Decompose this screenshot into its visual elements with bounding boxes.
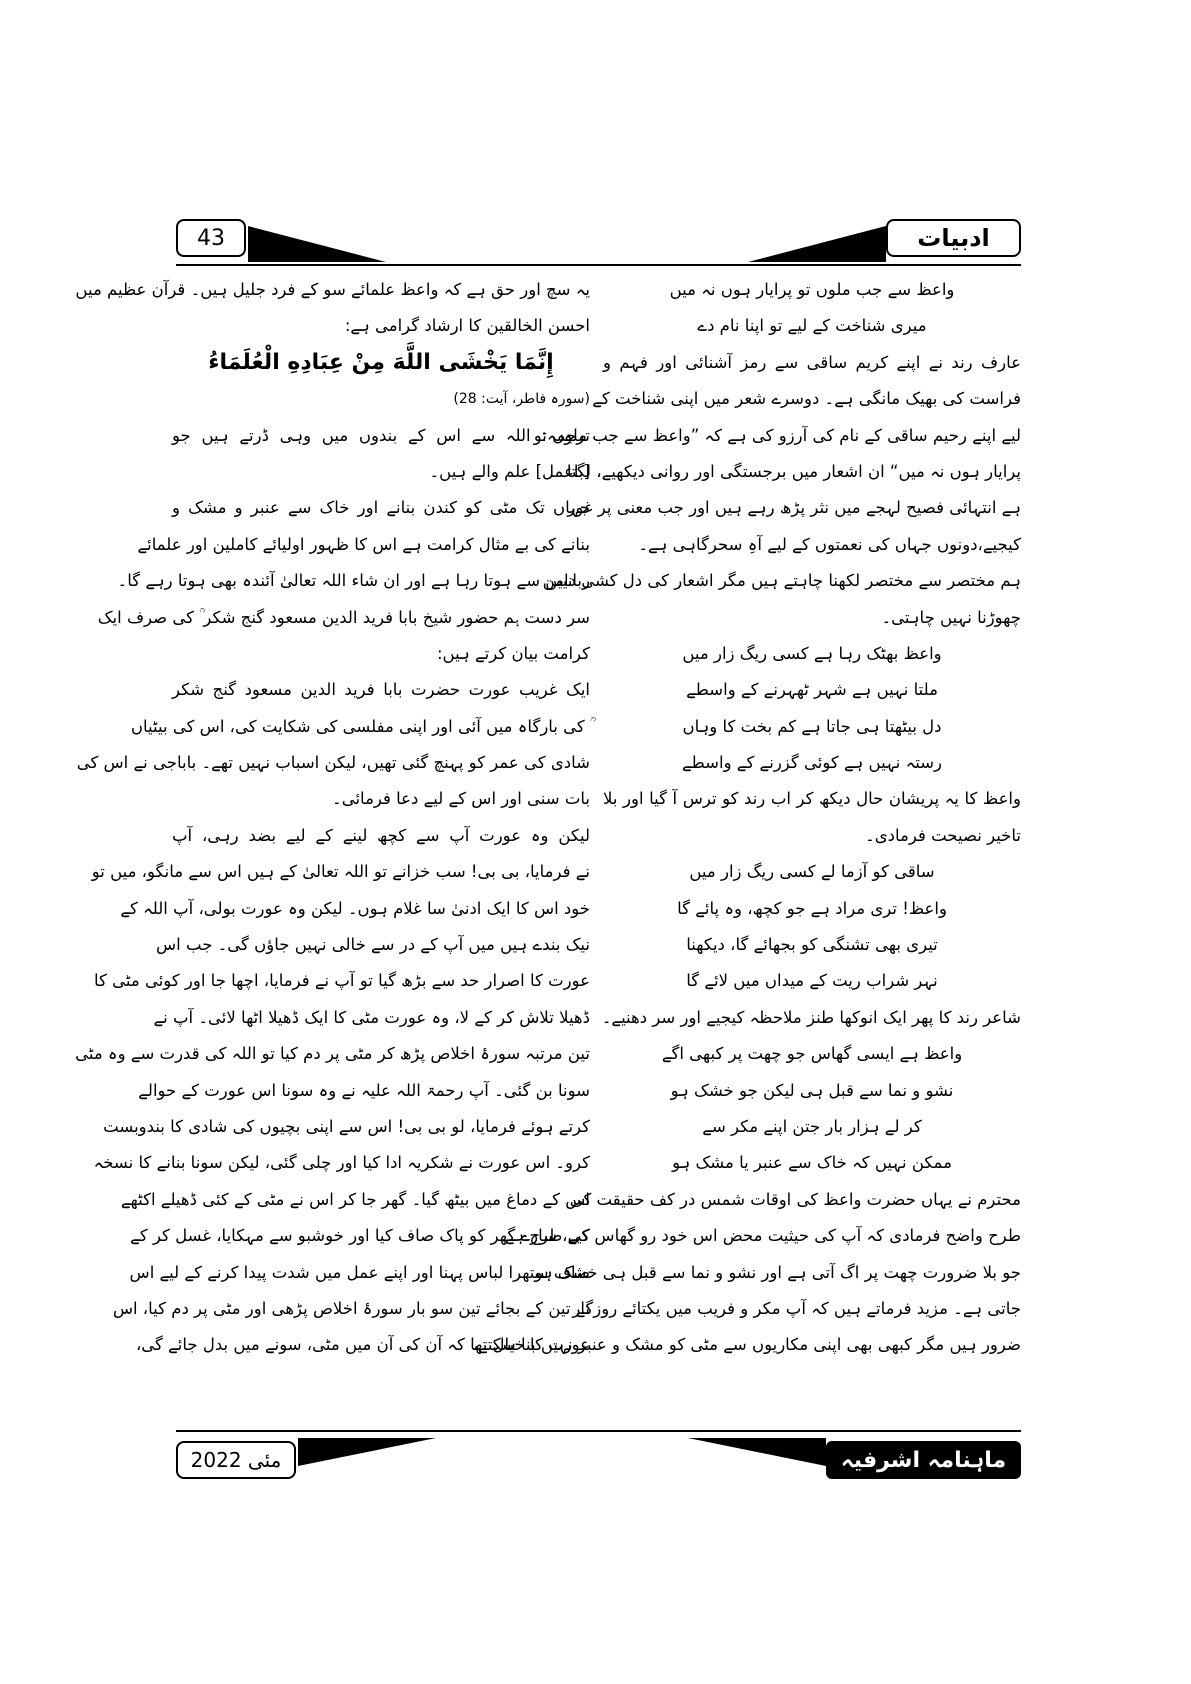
- right-column-line: محترم نے یہاں حضرت واعظ کی اوقات شمس در کف حقیقت کی: [569, 1189, 1021, 1209]
- left-column-line: کرتے ہوئے فرمایا، لو بی بی! اس سے اپنی بچیوں کی شادی کا بندوبست: [103, 1116, 590, 1136]
- left-column-line: کیے، سارے گھر کو پاک صاف کیا اور خوشبو سے مہکایا، غسل کر کے: [130, 1226, 590, 1246]
- left-column-line: شادی کی عمر کو پہنچ گئی تھیں، لیکن اسباب نہیں تھے۔ باباجی نے اس کی: [76, 753, 590, 773]
- right-column-line: ساقی کو آزما لے کسی ریگ زار میں: [689, 862, 935, 882]
- right-column-line: واعظ ہے ایسی گھاس جو چھت پر کبھی اگے: [661, 1044, 963, 1064]
- left-column-line: [باعمل] علم والے ہیں۔: [429, 461, 590, 481]
- left-column-line: خود اس کا ایک ادنیٰ سا غلام ہوں۔ لیکن وہ عورت بولی، آپ اللہ کے: [120, 898, 590, 918]
- right-column-line: چھوڑنا نہیں چاہتی۔: [881, 607, 1021, 627]
- right-column-line: عارف رند نے اپنے کریم ساقی سے رمز آشنائی اور فہم و: [603, 352, 1021, 372]
- right-column-line: کیجیے،دونوں جہاں کی نعمتوں کے لیے آہِ سحرگاہی ہے۔: [638, 534, 1021, 554]
- right-column-line: تاخیر نصیحت فرمادی۔: [865, 825, 1021, 845]
- right-column-line: رستہ نہیں ہے کوئی گزرنے کے واسطے: [681, 753, 943, 773]
- right-column-line: ضرور ہیں مگر کبھی بھی اپنی مکاریوں سے مٹی کو مشک و عنبر نہیں بنا سکتے،: [472, 1335, 1021, 1355]
- section-title-badge: [886, 219, 1021, 257]
- left-column-line: (سورہ فاطر، آیت: 28): [453, 391, 590, 408]
- header-right-arrow: [746, 222, 886, 266]
- right-column-line: ممکن نہیں کہ خاک سے عنبر یا مشک ہو: [672, 1153, 952, 1173]
- right-column-line: جو بلا ضرورت چھت پر اگ آتی ہے اور نشو و نما سے قبل ہی خشک ہو: [534, 1262, 1021, 1282]
- left-column-line: سر دست ہم حضور شیخ بابا فرید الدین مسعود گنج شکر ؒ کی صرف ایک: [97, 607, 590, 627]
- right-column-line: کر لے ہزار بار جتن اپنے مکر سے: [702, 1116, 922, 1136]
- issue-date-badge: [176, 1441, 296, 1479]
- issue-date: مئی 2022: [190, 1448, 282, 1472]
- footer-rule: [176, 1430, 1021, 1432]
- right-column-line: طرح واضح فرمادی کہ آپ کی حیثیت محض اس خود رو گھاس کی طرح ہے: [504, 1226, 1021, 1246]
- right-column-line: واعظ کا یہ پریشان حال دیکھ کر اب رند کو ترس آ گیا اور بلا: [603, 789, 1021, 809]
- right-column-line: لیے اپنے رحیم ساقی کے نام کی آرزو کی ہے کہ ”واعظ سے جب ملوں تو: [533, 425, 1021, 445]
- left-column-line: بنانے کی بے مثال کرامت ہے اس کا ظہور اولیائے کاملین اور علمائے: [137, 534, 590, 554]
- left-column-line: ایک غریب عورت حضرت بابا فرید الدین مسعود گنج شکر: [172, 680, 590, 700]
- left-text-column: [75, 272, 590, 1364]
- right-column-line: تیری بھی تشنگی کو بجھائے گا، دیکھنا: [686, 935, 938, 955]
- right-column-line: جاتی ہے۔ مزید فرماتے ہیں کہ آپ مکر و فریب میں یکتائے روزگار: [572, 1298, 1021, 1318]
- left-column-line: ڈھیلا تلاش کر کے لا، وہ عورت مٹی کا ایک ڈھیلا اٹھا لائی۔ آپ نے: [153, 1007, 590, 1027]
- right-column-line: ملتا نہیں ہے شہر ٹھہرنے کے واسطے: [686, 680, 938, 700]
- left-column-line: اس کے دماغ میں بیٹھ گیا۔ گھر جا کر اس نے مٹی کے کئی ڈھیلے اکٹھے: [120, 1189, 590, 1209]
- right-column-line: واعظ! تری مراد ہے جو کچھ، وہ پائے گا: [677, 898, 947, 918]
- footer-left-arrow: [298, 1436, 438, 1470]
- right-column-line: نشو و نما سے قبل ہی لیکن جو خشک ہو: [670, 1080, 954, 1100]
- left-column-line: نے فرمایا، بی بی! سب خزانے تو اللہ تعالیٰ کے ہیں اس سے مانگو، میں تو: [91, 862, 590, 882]
- left-column-line: ترجمہ: اللہ سے اس کے بندوں میں وہی ڈرتے ہیں جو: [172, 425, 590, 445]
- section-title: ادبیات: [917, 224, 990, 252]
- right-column-line: ہے انتہائی فصیح لہجے میں نثر پڑھ رہے ہیں اور جب معنی پر غور: [567, 498, 1021, 518]
- left-column-line: إِنَّمَا يَخْشَى اللَّهَ مِنْ عِبَادِهِ الْعُلَمَاءُ: [208, 349, 554, 375]
- left-column-line: سونا بن گئی۔ آپ رحمۃ اللہ علیہ نے وہ سونا اس عورت کے حوالے: [138, 1080, 590, 1100]
- left-column-line: جہاں تک مٹی کو کندن بنانے اور خاک سے عنبر و مشک و: [172, 498, 590, 518]
- page-number: 43: [197, 225, 225, 251]
- right-column-line: واعظ بھٹک رہا ہے کسی ریگ زار میں: [682, 643, 942, 663]
- left-column-line: ربانیین سے ہوتا رہا ہے اور ان شاء اللہ تعالیٰ آئندہ بھی ہوتا رہے گا۔: [117, 571, 590, 591]
- left-column-line: عورت کا اصرار حد سے بڑھ گیا تو آپ نے فرمایا، اچھا جا اور کوئی مٹی کا: [94, 971, 590, 991]
- magazine-name: ماہنامہ اشرفیہ: [840, 1447, 1007, 1473]
- left-column-line: لیکن وہ عورت آپ سے کچھ لینے کے لیے بضد رہی، آپ: [172, 825, 590, 845]
- left-column-line: نیک بندے ہیں میں آپ کے در سے خالی نہیں جاؤں گی۔ جب اس: [156, 935, 590, 955]
- left-column-line: ؒ کی بارگاہ میں آئی اور اپنی مفلسی کی شکایت کی، اس کی بیٹیاں: [130, 716, 590, 736]
- left-column-line: بات سنی اور اس کے لیے دعا فرمائی۔: [332, 789, 590, 809]
- left-column-line: احسن الخالقین کا ارشاد گرامی ہے:: [344, 316, 590, 336]
- right-column-line: پرایار ہوں نہ میں“ ان اشعار میں برجستگی اور روانی دیکھیے، لگتا: [566, 461, 1021, 481]
- right-column-line: نہر شراب ریت کے میداں میں لائے گا: [686, 971, 938, 991]
- right-column-line: دل بیٹھتا ہی جاتا ہے کم بخت کا وہاں: [682, 716, 942, 736]
- left-column-line: نے تین کے بجائے تین سو بار سورۂ اخلاص پڑھی اور مٹی پر دم کیا، اس: [112, 1298, 590, 1318]
- page-number-badge: [176, 219, 246, 257]
- left-column-line: یہ سچ اور حق ہے کہ واعظ علمائے سو کے فرد جلیل ہیں۔ قرآن عظیم میں: [75, 280, 590, 299]
- right-column-line: میری شناخت کے لیے تو اپنا نام دے: [697, 316, 927, 336]
- magazine-name-badge: [826, 1441, 1021, 1479]
- header-rule: [176, 264, 1021, 266]
- left-column-line: تین مرتبہ سورۂ اخلاص پڑھ کر مٹی پر دم کیا تو اللہ کی قدرت سے وہ مٹی: [75, 1044, 590, 1064]
- right-column-line: شاعر رند کا پھر ایک انوکھا طنز ملاحظہ کیجیے اور سر دھنیے۔: [601, 1007, 1021, 1027]
- right-column-line: ہم مختصر سے مختصر لکھنا چاہتے ہیں مگر اشعار کی دل کشی دامن: [542, 571, 1021, 591]
- left-column-line: کرو۔ اس عورت نے شکریہ ادا کیا اور چلی گئی، لیکن سونا بنانے کا نسخہ: [93, 1153, 590, 1173]
- left-column-line: عورت کا خیال تھا کہ آن کی آن میں مٹی، سونے میں بدل جائے گی،: [135, 1335, 590, 1355]
- right-column-line: فراست کی بھیک مانگی ہے۔ دوسرے شعر میں اپنی شناخت کے: [592, 389, 1021, 409]
- footer-right-arrow: [686, 1436, 826, 1470]
- right-column-line: واعظ سے جب ملوں تو پرایار ہوں نہ میں: [669, 280, 955, 299]
- left-column-line: کرامت بیان کرتے ہیں:: [436, 643, 590, 663]
- left-column-line: صاف ستھرا لباس پہنا اور اپنے عمل میں شدت پیدا کرنے کے لیے اس: [129, 1262, 590, 1282]
- header-left-arrow: [248, 222, 388, 266]
